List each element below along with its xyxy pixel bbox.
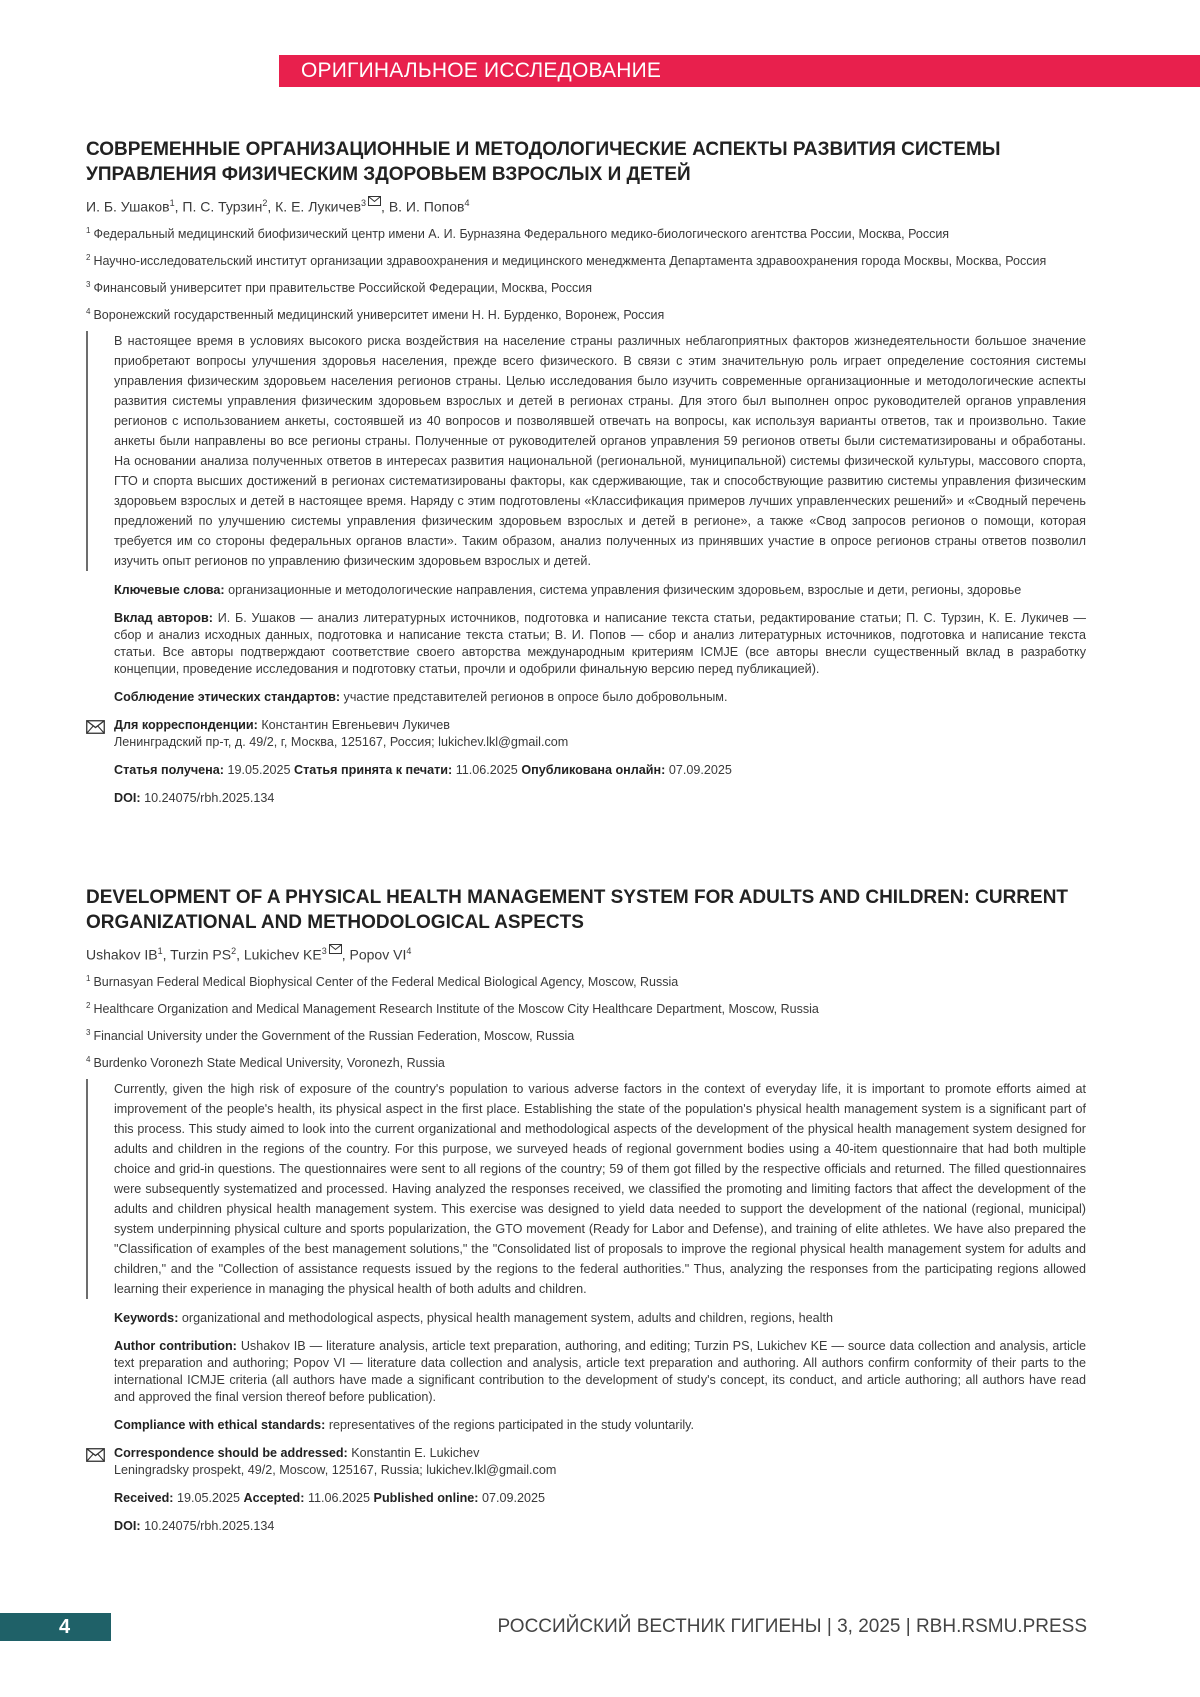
affiliation-text: Burnasyan Federal Medical Biophysical Center of the Federal Medical Biological Agency, Moscow, Russia <box>93 974 679 989</box>
contribution-label: Вклад авторов: <box>114 611 213 626</box>
author-name[interactable]: В. И. Попов <box>388 198 465 215</box>
accepted-date: 11.06.2025 <box>307 1491 371 1506</box>
keywords-en <box>86 1310 1086 1327</box>
affiliation-number: 1 <box>86 973 91 983</box>
dates-ru <box>86 762 1086 779</box>
author-separator: , <box>381 198 389 215</box>
ethics-ru <box>86 689 1086 706</box>
affiliation-text: Healthcare Organization and Medical Management Research Institute of the Moscow City Healthcare Department, Moscow, Russia <box>93 1001 819 1016</box>
author-contribution-ru <box>86 610 1086 678</box>
contribution-label: Author contribution: <box>114 1339 237 1354</box>
article-ru <box>86 137 1086 807</box>
correspondence-ru <box>86 717 1086 751</box>
dates-en <box>86 1490 1086 1507</box>
doi-link[interactable]: 10.24075/rbh.2025.134 <box>144 1519 275 1534</box>
affiliation-item <box>86 1025 1086 1044</box>
affiliation-item <box>86 998 1086 1017</box>
doi-ru <box>86 790 1086 807</box>
correspondence-name: Константин Евгеньевич Лукичев <box>261 718 450 733</box>
article-title-ru: СОВРЕМЕННЫЕ ОРГАНИЗАЦИОННЫЕ И МЕТОДОЛОГИЧЕСКИЕ АСПЕКТЫ РАЗВИТИЯ СИСТЕМЫ УПРАВЛЕНИЯ ФИЗИЧЕСКИМ ЗДОРОВЬЕМ ВЗРОСЛЫХ И ДЕТЕЙ <box>86 139 1001 185</box>
envelope-icon <box>86 720 105 734</box>
affiliation-number: 3 <box>86 1027 91 1037</box>
author-affiliation-mark: 3 <box>361 198 367 208</box>
author-name[interactable]: Ushakov IB <box>86 946 158 963</box>
correspondence-label: Для корреспонденции: <box>114 718 258 733</box>
author-affiliation-mark: 3 <box>321 946 327 956</box>
ethics-label: Соблюдение этических стандартов: <box>114 690 341 705</box>
affiliation-number: 3 <box>86 279 91 289</box>
received-date: 19.05.2025 <box>227 763 291 778</box>
doi-label: DOI: <box>114 791 141 806</box>
author-list-ru <box>86 193 1086 217</box>
affiliation-item <box>86 1052 1086 1071</box>
section-banner: ОРИГИНАЛЬНОЕ ИССЛЕДОВАНИЕ <box>279 55 1200 87</box>
affiliation-number: 1 <box>86 225 91 235</box>
author-separator: , <box>174 198 183 215</box>
accepted-label: Accepted: <box>243 1491 305 1506</box>
author-separator: , <box>162 946 171 963</box>
keywords-label: Ключевые слова: <box>114 583 225 598</box>
author-name[interactable]: Turzin PS <box>170 946 232 963</box>
keywords-label: Keywords: <box>114 1311 179 1326</box>
doi-en <box>86 1518 1086 1535</box>
author-affiliation-mark: 1 <box>169 198 175 208</box>
article-title-en: DEVELOPMENT OF A PHYSICAL HEALTH MANAGEMENT SYSTEM FOR ADULTS AND CHILDREN: CURRENT ORGANIZATIONAL AND METHODOLOGICAL ASPECTS <box>86 887 1069 933</box>
received-date: 19.05.2025 <box>177 1491 241 1506</box>
author-separator: , <box>236 946 244 963</box>
published-date: 07.09.2025 <box>482 1491 546 1506</box>
affiliation-text: Научно-исследовательский институт организации здравоохранения и медицинского менеджмента Департамента здравоохранения города Москвы, Москва, Россия <box>93 253 1047 268</box>
doi-label: DOI: <box>114 1519 141 1534</box>
published-label: Published online: <box>373 1491 479 1506</box>
affiliation-number: 2 <box>86 1000 91 1010</box>
contribution-text: И. Б. Ушаков — анализ литературных источников, подготовка и написание текста статьи, редактирование статьи; П. С. Турзин, К. Е. Лукичев — сбор и анализ исходных данных, подготовка и написание текста статьи; В. И. Попов — сбор и анализ литературных источников, подготовка и написание текста статьи. Все авторы подтверждают соответствие своего авторства международным критериям ICMJE (все авторы внесли существенный вклад в разработку концепции, проведение исследования и подготовку статьи, прочли и одобрили финальную версию перед публикацией). <box>114 611 1087 677</box>
author-affiliation-mark: 4 <box>464 198 470 208</box>
affiliation-text: Burdenko Voronezh State Medical University, Voronezh, Russia <box>93 1056 445 1071</box>
published-label: Опубликована онлайн: <box>521 763 666 778</box>
contribution-text: Ushakov IB — literature analysis, article text preparation, authoring, and editing; Turzin PS, Lukichev KE — source data collection and analysis, article text preparation and authoring; Popov VI — literature data collection and analysis, article text preparation and authoring. All authors confirm conformity of their parts to the international ICMJE criteria (all authors have made a significant contribution to the development of study's concept, its conduct, and article authoring; all authors have read and approved the final version thereof before publication). <box>114 1339 1086 1405</box>
published-date: 07.09.2025 <box>668 763 732 778</box>
ethics-en <box>86 1417 1086 1434</box>
received-label: Received: <box>114 1491 174 1506</box>
accepted-date: 11.06.2025 <box>455 763 518 778</box>
ethics-label: Compliance with ethical standards: <box>114 1418 326 1433</box>
affiliation-number: 4 <box>86 1055 91 1065</box>
affiliation-number: 4 <box>86 307 91 317</box>
author-affiliation-mark: 4 <box>406 946 412 956</box>
abstract-ru: В настоящее время в условиях высокого риска воздействия на население страны различных неблагоприятных факторов жизнедеятельности большое значение приобретают вопросы улучшения здоровья населения, прежде всего физического. В связи с этим значительную роль играет определение состояния системы управления физическим здоровьем населения регионов страны. Целью исследования было изучить современные организационные и методологические аспекты развития системы управления физическим здоровьем взрослых и детей в регионах страны. Для этого был выполнен опрос руководителей органов управления регионов с использованием анкеты, состоявшей из 40 вопросов и позволявшей отвечать на вопросы, как используя варианты ответов, так и произвольно. Такие анкеты были направлены во все регионы страны. Полученные от руководителей органов управления 59 регионов ответы были систематизированы и обработаны. На основании анализа полученных ответов в интересах развития национальной (региональной, муниципальной) системы физической культуры, массового спорта, ГТО и спорта высших достижений в регионах систематизированы факторы, как сдерживающие, так и способствующие развитию системы управления физическим здоровьем взрослых и детей в настоящее время. Наряду с этим подготовлены «Классификация примеров лучших управленческих решений» и «Сводный перечень предложений по улучшению системы управления физическим здоровьем взрослых и детей в регионе», а также «Свод запросов регионов о помощи, которая требуется им со стороны федеральных органов власти». Таким образом, анализ полученных из принявших участие в опросе регионов страны ответов позволил изучить опыт регионов по управлению физическим здоровьем взрослых и детей. <box>86 331 1086 571</box>
correspondence-label: Correspondence should be addressed: <box>114 1446 348 1461</box>
affiliation-item <box>86 971 1086 990</box>
envelope-icon <box>368 196 381 206</box>
ethics-text: representatives of the regions participated in the study voluntarily. <box>328 1418 695 1433</box>
keywords-text: organizational and methodological aspects, physical health management system, adults and children, regions, health <box>181 1311 833 1326</box>
correspondence-en <box>86 1445 1086 1479</box>
page-number: 4 <box>0 1613 111 1641</box>
author-contribution-en <box>86 1338 1086 1406</box>
affiliation-text: Федеральный медицинский биофизический центр имени А. И. Бурназяна Федерального медико-биологического агентства России, Москва, Россия <box>93 226 950 241</box>
affiliation-item <box>86 277 1086 296</box>
author-separator: , <box>341 946 350 963</box>
author-affiliation-mark: 2 <box>262 198 268 208</box>
affiliations-en <box>86 971 1086 1072</box>
author-name[interactable]: Popov VI <box>349 946 407 963</box>
author-name[interactable]: П. С. Турзин <box>182 198 263 215</box>
author-name[interactable]: К. Е. Лукичев <box>275 198 362 215</box>
correspondence-address[interactable]: Ленинградский пр-т, д. 49/2, г, Москва, 125167, Россия; lukichev.lkl@gmail.com <box>114 735 569 750</box>
envelope-icon <box>86 1448 105 1462</box>
affiliations-ru <box>86 223 1086 324</box>
affiliation-text: Воронежский государственный медицинский университет имени Н. Н. Бурденко, Воронеж, Россия <box>93 308 665 323</box>
keywords-text: организационные и методологические направления, система управления физическим здоровьем, взрослые и дети, регионы, здоровье <box>228 583 1022 598</box>
doi-link[interactable]: 10.24075/rbh.2025.134 <box>144 791 275 806</box>
affiliation-item <box>86 304 1086 323</box>
journal-footer[interactable]: РОССИЙСКИЙ ВЕСТНИК ГИГИЕНЫ | 3, 2025 | RBH.RSMU.PRESS <box>497 1616 1087 1637</box>
received-label: Статья получена: <box>114 763 224 778</box>
author-list-en <box>86 941 1086 965</box>
affiliation-item <box>86 250 1086 269</box>
author-name[interactable]: Lukichev KE <box>243 946 322 963</box>
affiliation-item <box>86 223 1086 242</box>
author-affiliation-mark: 2 <box>231 946 237 956</box>
author-affiliation-mark: 1 <box>157 946 163 956</box>
correspondence-name: Konstantin E. Lukichev <box>351 1446 480 1461</box>
accepted-label: Статья принята к печати: <box>294 763 453 778</box>
author-separator: , <box>267 198 276 215</box>
affiliation-text: Financial University under the Government of the Russian Federation, Moscow, Russia <box>93 1029 575 1044</box>
article-en <box>86 885 1086 1535</box>
ethics-text: участие представителей регионов в опросе было добровольным. <box>343 690 728 705</box>
envelope-icon <box>329 944 342 954</box>
author-name[interactable]: И. Б. Ушаков <box>86 198 170 215</box>
correspondence-address[interactable]: Leningradsky prospekt, 49/2, Moscow, 125167, Russia; lukichev.lkl@gmail.com <box>114 1463 557 1478</box>
keywords-ru <box>86 582 1086 599</box>
affiliation-number: 2 <box>86 252 91 262</box>
affiliation-text: Финансовый университет при правительстве Российской Федерации, Москва, Россия <box>93 281 592 296</box>
abstract-en: Currently, given the high risk of exposure of the country's population to various adverse factors in the context of everyday life, it is important to promote efforts aimed at improvement of the people's health, its physical aspect in the first place. Establishing the state of the population's physical health management system is a significant part of this process. This study aimed to look into the current organizational and methodological aspects of the development of the physical health management system designed for adults and children in the regions of the country. For this purpose, we surveyed heads of regional government bodies using a 40-item questionnaire that had both multiple choice and grid-in questions. The questionnaires were sent to all regions of the country; 59 of them got filled by the respective officials and returned. The filled questionnaires were subsequently systematized and processed. Having analyzed the responses received, we classified the promoting and limiting factors that affect the development of the adults and children physical health management system. This exercise was designed to yield data needed to support the development of the national (regional, municipal) system underpinning physical culture and sports popularization, the GTO movement (Ready for Labor and Defense), and training of elite athletes. We have also prepared the "Classification of examples of the best management solutions," the "Consolidated list of proposals to improve the regional physical health management system for adults and children," and the "Collection of assistance requests issued by the regions to the federal authorities." Thus, analyzing the responses from the participating regions allowed learning their experience in managing the physical health of both adults and children. <box>86 1079 1086 1299</box>
